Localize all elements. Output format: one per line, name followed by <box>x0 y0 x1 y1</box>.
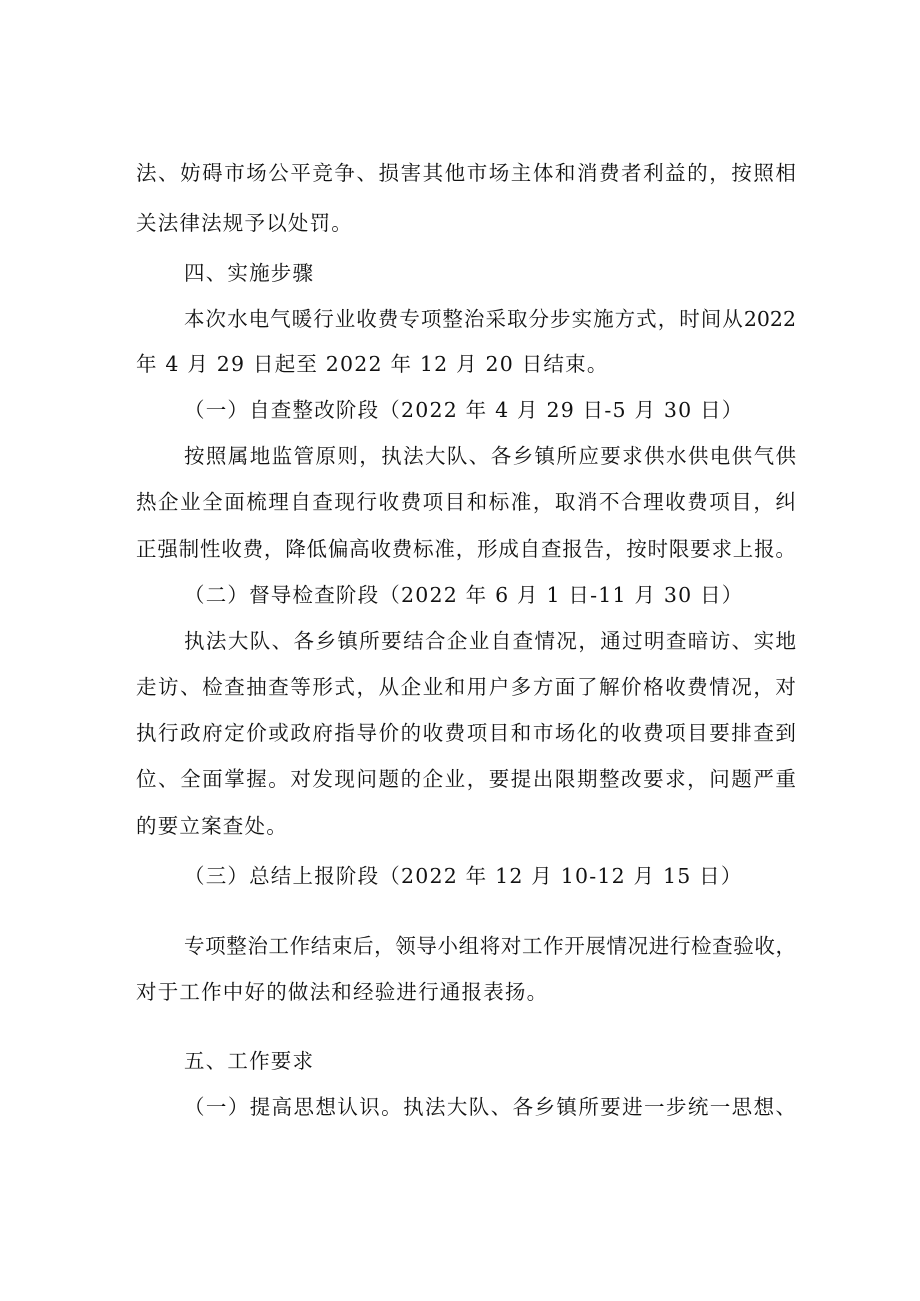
section-heading: 四、实施步骤 <box>184 261 315 285</box>
paragraph-line: 法 、 妨 碍 市 场 公 平 竞 争 、 损 害 其 他 市 场 主 体 和 消 费 者 利 益 的 ， 按 照 相 <box>136 161 796 185</box>
paragraph-line: 本 次 水 电 气 暖 行 业 收 费 专 项 整 治 采 取 分 步 实 施 方 式 ， 时 间 从 2022 <box>184 307 796 331</box>
paragraph-line: 热 企 业 全 面 梳 理 自 查 现 行 收 费 项 目 和 标 准 ， 取 消 不 合 理 收 费 项 目 ， 纠 <box>136 490 796 514</box>
paragraph-line: （ 一 ） 提 高 思 想 认 识 。 执 法 大 队 、 各 乡 镇 所 要 进 一 步 统 一 思 想 、 <box>184 1095 796 1119</box>
paragraph-line: 执 行 政 府 定 价 或 政 府 指 导 价 的 收 费 项 目 和 市 场 化 的 收 费 项 目 要 排 查 到 <box>136 721 796 745</box>
subsection-heading: （三）总结上报阶段（2022 年 12 月 10-12 月 15 日） <box>184 864 743 888</box>
paragraph-line: 专 项 整 治 工 作 结 束 后 ， 领 导 小 组 将 对 工 作 开 展 情 况 进 行 检 查 验 收 ， <box>184 934 796 958</box>
paragraph-line: 位 、 全 面 掌 握 。 对 发 现 问 题 的 企 业 ， 要 提 出 限 期 整 改 要 求 ， 问 题 严 重 <box>136 767 796 791</box>
paragraph-line: 年 4 月 29 日起至 2022 年 12 月 20 日结束。 <box>136 352 609 376</box>
paragraph-line: 执 法 大 队 、 各 乡 镇 所 要 结 合 企 业 自 查 情 况 ， 通 过 明 查 暗 访 、 实 地 <box>184 629 796 653</box>
section-heading: 五、工作要求 <box>184 1049 315 1073</box>
subsection-heading: （一）自查整改阶段（2022 年 4 月 29 日-5 月 30 日） <box>184 398 744 422</box>
paragraph-line: 的要立案查处。 <box>136 814 288 838</box>
paragraph-line: 正 强 制 性 收 费 ， 降 低 偏 高 收 费 标 准 ， 形 成 自 查 报 告 ， 按 时 限 要 求 上 报 。 <box>136 537 796 561</box>
paragraph-line: 走 访 、 检 查 抽 查 等 形 式 ， 从 企 业 和 用 户 多 方 面 了 解 价 格 收 费 情 况 ， 对 <box>136 675 796 699</box>
paragraph-line: 对于工作中好的做法和经验进行通报表扬。 <box>136 980 549 1004</box>
paragraph-line: 按 照 属 地 监 管 原 则 ， 执 法 大 队 、 各 乡 镇 所 应 要 求 供 水 供 电 供 气 供 <box>184 444 796 468</box>
paragraph-line: 关法律法规予以处罚。 <box>136 211 353 235</box>
subsection-heading: （二）督导检查阶段（2022 年 6 月 1 日-11 月 30 日） <box>184 583 744 607</box>
